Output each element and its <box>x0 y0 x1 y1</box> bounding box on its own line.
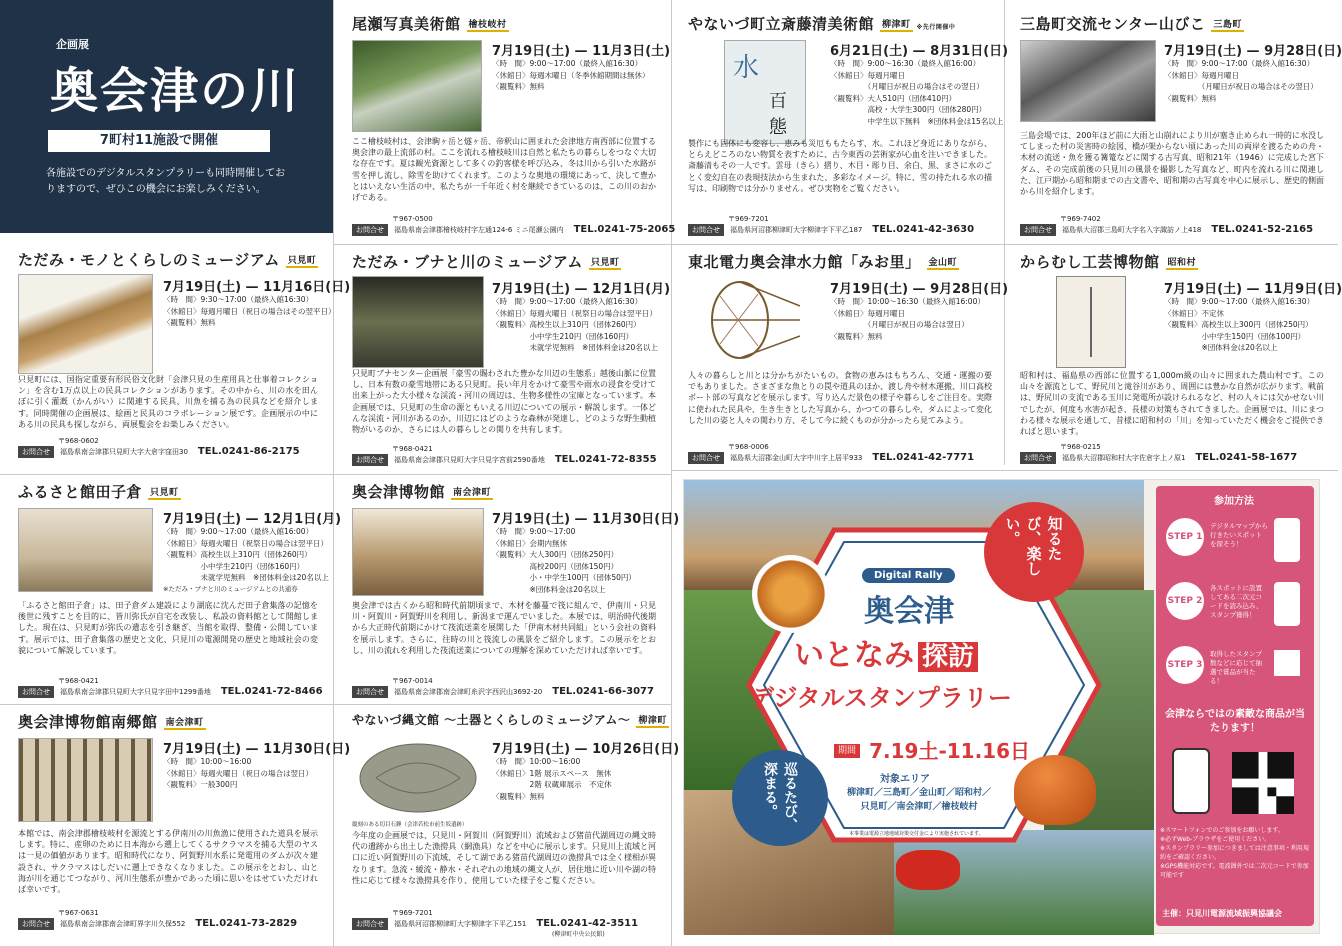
venue-card <box>342 8 676 242</box>
venue-card <box>342 706 680 938</box>
venue-info-line: 未就学児無料 ※団体料金は20名以上 <box>163 573 329 582</box>
venue-dates: 7月19日(土) — 10月26日(日) <box>492 742 680 757</box>
venue-description: 昭和村は、福島県の西部に位置する1,000m級の山々に囲まれた農山村です。この山々を源流として、野尻川と滝谷川があり、周囲には豊かな自然が広がります。戦前は、野尻川の支流である玉川に発電所が設けられるなど、村の人々には欠かせない川でしたが、何度も水害が起き、長様の対策もされてきました。企画展では、川にまつわる様々な展示を通して、昔様に昭和村の「川」を知っていただく機会をご提供できればと思います。 <box>1020 371 1324 437</box>
venue-dates: 7月19日(土) — 11月9日(日) <box>1164 282 1342 297</box>
venue-info-line: 〈時 間〉10:00〜16:30（最終入館16:00） <box>830 297 985 306</box>
venue-dates: 7月19日(土) — 12月1日(月) <box>163 512 342 527</box>
venue-info-line: 〈休館日〉毎週月曜日（祝日の場合はその翌平日） <box>163 306 336 316</box>
venue-postal: 〒969-7201 <box>728 215 769 223</box>
funding-note: 本事業は電源立地地域対策交付金により実施されています。 <box>849 831 984 837</box>
venue-info-line: 〈観覧料〉一般300円 <box>163 780 238 789</box>
venue-info-line: 中学生以下無料 ※団体料金は15名以上 <box>830 116 1004 126</box>
slogan-text: 巡るたび、深まる。 <box>762 762 798 832</box>
venue-dates: 6月21日(土) — 8月31日(日) <box>830 44 1009 59</box>
venue-photo <box>1020 40 1156 122</box>
how-to-title: 参加方法 <box>1214 496 1254 507</box>
venue-town: 金山町 <box>927 255 960 270</box>
step-badge: STEP 2 <box>1166 582 1204 620</box>
venue-info-line: ※団体料金は20名以上 <box>1164 343 1278 352</box>
venue-card <box>1012 8 1342 242</box>
contact-tag: お問合せ <box>688 452 724 464</box>
venue-address: 福島県河沼郡柳津町大字柳津字下平乙187 <box>730 226 863 234</box>
contact-tag: お問合せ <box>18 686 54 698</box>
contact-tag: お問合せ <box>1020 452 1056 464</box>
venue-card <box>680 8 1009 242</box>
note-line: ※スマートフォンでのご参加をお願いします。 <box>1160 827 1284 834</box>
venue-info-line: 〈観覧料〉無料 <box>163 318 216 327</box>
poster-char: 態 <box>769 117 787 138</box>
venue-info-line: 〈観覧料〉高校生以上300円（団体250円） <box>1164 320 1313 329</box>
venue-photo <box>352 276 484 368</box>
venue-info-line: 〈観覧料〉無料 <box>492 791 545 801</box>
step-text: 取得したスタンプ数などに応じて抽選で賞品が当たる！ <box>1210 650 1262 685</box>
venue-description: 奥会津では古くから昭和時代前期頃まで、木材を藤蔓で筏に組んで、伊南川・只見川・阿賀川・阿賀野川を利用し、新潟まで運んでいました。本展では、明治時代後期から大正時代前期にかけて筏流送業を展開した「伊南木材共同組」という会社の資料を展示します。さらに、往時の川と筏流しの風景をご紹介します。この展示をとおし、川の流れを利用した筏流送業についての理解を深めていただければ幸いです。 <box>352 601 656 655</box>
venue-photo <box>1056 276 1126 368</box>
stamp-rally-panel <box>683 479 1320 934</box>
venue-dates: 7月19日(土) — 11月16日(日) <box>163 280 351 295</box>
venue-address: 福島県南会津郡只見町大字大倉字窪田30 <box>60 448 188 456</box>
venue-card <box>8 476 342 702</box>
organizer: 主催：只見川電源流域振興協議会 <box>1162 909 1282 918</box>
venue-info-line: 〈休館日〉毎週火曜日（祝祭日の場合は翌平日） <box>492 308 657 318</box>
contact-tag: お問合せ <box>18 446 54 458</box>
slogan-text: 知るたび、楽しい。 <box>1003 516 1064 576</box>
venue-postal: 〒967-0500 <box>392 215 433 223</box>
venue-info-line: 〈休館日〉毎週月曜日 <box>830 70 905 80</box>
venue-photo <box>352 40 482 132</box>
venue-tel: TEL.0241-86-2175 <box>197 446 300 457</box>
venue-title: ただみ・モノとくらしのミュージアム <box>18 251 280 269</box>
venue-photo <box>18 274 153 374</box>
venue-info-line: 〈観覧料〉高校生以上310円（団体260円） <box>163 550 312 559</box>
venue-info-line: ※団体料金は20名以上 <box>492 584 606 594</box>
venue-description: 「ふるさと館田子倉」は、田子倉ダム建設により湖底に沈んだ田子倉集落の記憶を後世に残すことを目的に、皆川弥氏が自宅を改装し、私設の資料館として開館しました。現在は、只見町が弥氏の遺志を引き継ぎ、当館を取得、整備・公開しています。展示では、田子倉集落の歴史と文化、只見川の電源開発の歴史と地域社会の変貌について解説しています。 <box>18 601 318 655</box>
period-tag: 期間 <box>834 744 860 758</box>
venue-info-line: 〈休館日〉毎週木曜日（冬季休館期間は無休） <box>492 70 650 80</box>
venue-tel-note: (柳津町中央公民館) <box>552 931 605 938</box>
venue-title: やないづ町立斎藤清美術館 <box>688 15 875 33</box>
venue-info-line: ※ただみ・ブナと川のミュージアムとの共通券 <box>163 584 298 593</box>
venue-tel: TEL.0241-58-1677 <box>1195 452 1298 463</box>
venue-tel: TEL.0241-42-3511 <box>536 918 639 929</box>
venue-info-line: 〈観覧料〉無料 <box>492 82 545 91</box>
venue-info-line: 〈時 間〉9:00〜16:30（最終入館16:00） <box>830 59 981 68</box>
venue-title: からむし工芸博物館 <box>1020 253 1160 271</box>
venue-address: 福島県南会津郡南会津町糸沢字西沢山3692-20 <box>394 688 543 696</box>
venue-info-line: 〈時 間〉9:00〜17:00（最終入館16:30） <box>492 59 643 68</box>
rally-title-line3: デジタルスタンプラリー <box>750 684 1012 712</box>
venue-info-line: （月曜日が祝日の場合はその翌日） <box>1164 82 1318 91</box>
step-badge: STEP 1 <box>1166 518 1204 556</box>
venue-title: 奥会津博物館南郷館 <box>18 713 158 731</box>
venue-postal: 〒968-0602 <box>58 437 99 445</box>
rally-period: 7.19土-11.16日 <box>869 739 1031 763</box>
venue-town: 三島町 <box>1211 17 1244 32</box>
venue-photo <box>18 508 153 592</box>
venue-tel: TEL.0241-42-3630 <box>872 224 975 235</box>
venue-tel: TEL.0241-52-2165 <box>1211 224 1314 235</box>
akabeko-photo <box>896 850 960 890</box>
venue-title: 東北電力奥会津水力館「みお里」 <box>688 253 921 271</box>
venue-town: 柳津町 <box>880 17 913 32</box>
slogan-circle <box>732 750 828 846</box>
rally-title-line1: 奥会津 <box>864 594 954 629</box>
venue-dates: 7月19日(土) — 9月28日(日) <box>1164 44 1342 59</box>
venue-photo <box>18 738 153 822</box>
venue-info-line: 小中学生210円（団体160円） <box>492 331 634 341</box>
photo-caption: 縦刻のある切目石錘（会津若松市前生坂遺跡） <box>352 822 468 828</box>
rally-badge: Digital Rally <box>862 568 955 583</box>
venue-info-line: 〈観覧料〉大人510円（団体410円） <box>830 93 957 103</box>
contact-tag: お問合せ <box>1020 224 1056 236</box>
venue-postal: 〒968-0421 <box>58 677 99 685</box>
venue-info-line: 2階 収蔵庫展示 不定休 <box>492 780 612 789</box>
venue-title: ふるさと館田子倉 <box>18 483 143 501</box>
venue-title: ただみ・ブナと川のミュージアム <box>352 253 583 271</box>
venue-photo <box>352 508 484 596</box>
venue-info-line: 〈休館日〉毎週月曜日 <box>830 308 905 318</box>
venue-dates: 7月19日(土) — 11月30日(日) <box>492 512 680 527</box>
venue-info-line: 未就学児無料 ※団体料金は20名以上 <box>492 343 658 352</box>
venue-address: 福島県大沼郡昭和村大字佐倉字上ノ原1 <box>1062 454 1186 462</box>
venue-info-line: 高校200円（団体150円） <box>492 561 619 571</box>
venue-address: 福島県南会津郡只見町大字只見字宮前2590番地 <box>394 456 545 464</box>
gift-icon <box>1274 650 1300 676</box>
area-list: 柳津町／三島町／金山町／昭和村／ <box>846 788 991 798</box>
venue-info-line: 〈時 間〉9:00〜17:00（最終入館16:00） <box>163 527 314 536</box>
venue-address: 福島県大沼郡三島町大字名入字諏訪ノ上418 <box>1062 226 1202 234</box>
venue-info-line: 〈観覧料〉大人300円（団体250円） <box>492 550 619 559</box>
qr-code-icon[interactable] <box>1232 752 1294 814</box>
venue-info-line: 〈休館日〉毎週火曜日（祝日の場合は翌日） <box>163 768 313 778</box>
venue-card <box>342 476 680 702</box>
hero-intro: 各施設でのデジタルスタンプラリーも同時開催しておりますので、ぜひこの機会にお楽しみください。 <box>46 168 286 195</box>
venue-postal: 〒968-0215 <box>1060 443 1101 451</box>
step-text: 各スポットに設置してある二次元コードを読み込み、スタンプ獲得！ <box>1210 584 1263 619</box>
venue-town: 只見町 <box>148 485 181 500</box>
bell-photo <box>1014 755 1096 825</box>
venue-info-line: 〈観覧料〉高校生以上310円（団体260円） <box>492 320 641 329</box>
step-card <box>1162 576 1308 634</box>
venue-postal: 〒968-0421 <box>392 445 433 453</box>
venue-card <box>342 246 671 472</box>
venue-info-line: 〈時 間〉10:00〜16:00 <box>492 757 581 766</box>
venue-town: 南会津町 <box>451 485 493 500</box>
venue-title: 三島町交流センター山びこ <box>1020 15 1206 33</box>
venue-info-line: （月曜日が祝日の場合は翌日） <box>830 320 969 329</box>
venue-town: 檜枝岐村 <box>467 17 509 32</box>
prize-text: 会津ならではの素敵な商品が当たります！ <box>1165 709 1305 734</box>
venue-info-line: 小中学生150円（団体100円） <box>1164 331 1306 341</box>
venue-info-line: 〈時 間〉9:00〜17:00（最終入館16:30） <box>1164 59 1315 68</box>
contact-tag: お問合せ <box>352 224 388 236</box>
venue-description: 製作にも固体にも変容し、恵みも災厄ももたらす、水。これほど身近にありながら、とらえどころのない物質を表すために、古今東西の芸術家が心血を注いできました。斎藤清もその一人です。雲母（きら）摺り、木目・彫り目、余白、黒、まさに水のごとく変幻自在の表現技法から生まれた、多彩なイメージ。特に、雪の持たれる水の描写は、印刷物では分かりません。ぜひ実物をご覧ください。 <box>688 139 992 193</box>
venue-card <box>1012 246 1342 468</box>
venue-description: 本館では、南会津郡檜枝岐村を源流とする伊南川の川魚漁に使用された道具を展示します。特に、産卵のために日本海から遡上してくるサクラマスを捕る大型のヤスは一見の価値があります。昭和時代になり、阿賀野川水系に発電用のダムが次々建設され、サクラマスはしだいに遡上できなくなりました。この展示をとおし、山と海が川を通じてつながり、河川生態系が豊かであった頃に思いをはせていただければ幸いです。 <box>18 829 318 895</box>
venue-dates: 7月19日(土) — 12月1日(月) <box>492 282 671 297</box>
venue-description: 只見町には、国指定重要有形民俗文化財「会津只見の生産用具と仕事着コレクション」を含む1万点以上の民具コレクションがあります。その中から、川の水を田んぼに引く灌漑（かんがい）に関連する民具、川魚を捕る為の民具などを紹介します。同時開催の企画展は、絵画と民具のコラボレーション展です。企画展示の中にある川の民具も探しながら、両展覧会をお楽しみください。 <box>18 375 318 429</box>
venue-address: 福島県南会津郡南会津町界字川久保552 <box>60 920 186 928</box>
note-line: ※必ずWeb-ブラウザをご使用ください。 <box>1160 836 1271 843</box>
venue-info-line: 〈休館日〉毎週月曜日 <box>1164 70 1239 80</box>
venue-description: 只見町ブナセンター企画展「豪雪の賜わされた豊かな川辺の生態系」越後山脈に位置し、日本有数の豪雪地帯にある只見町。長い年月をかけて豪雪や雨水の浸食を受けて出来上がった大小様々な渓流・河川の周辺は、生物多様性の宝庫となっています。本企画展では、只見町の生命の源ともいえる川辺についての展示・解説します。一体どんな渓流・河川があるのか、川辺にはどのような森林が発達し、どのような野生動植物がいるのか、さらには人の暮らしとの関りを共有します。 <box>352 369 656 435</box>
venue-info-line: （月曜日が祝日の場合はその翌日） <box>830 82 984 91</box>
venue-description: 三島会場では、200年ほど前に大雨と山崩れにより川が塞き止められ一時的に水没してしまった村の災害時の絵図、橋が架からない頃にあった川の両岸を渡るための舟・木材の流送・魚を獲る篝篭などに関する古写真、昭和21年（1946）に完成した宮下ダム、その完成前後の只見川の風景を撮影した写真など、町内を流れる川に関連した、江戸期から昭和期までの古文書や、昭和期の古写真を中心に展示し、歴史的側面から川を紹介します。 <box>1020 131 1324 197</box>
poster-char: 水 <box>733 53 760 83</box>
venue-address: 福島県南会津郡檜枝岐村字左通124-6 ミニ尾瀬公園内 <box>394 226 564 234</box>
contact-tag: お問合せ <box>352 454 388 466</box>
contact-tag: お問合せ <box>352 918 388 930</box>
venue-description: 今年度の企画展では、只見川・阿賀川（阿賀野川）流域および猪苗代湖周辺の縄文時代の遺跡から出土した漁撈具（網漁具）などを中心に展示します。只見川上流域と河口に近い阿賀野川の下流域、そして湖である猪苗代湖周辺の漁撈具では全く様相が異なります。急流・緩流・静水・それぞれの地域の縄文人が、居住地に近い川や湖の特性に応じて様々な漁撈具を作り、使用していた様子をご覧ください。 <box>352 831 656 885</box>
area-list: 只見町／南会津町／檜枝岐村 <box>860 802 978 812</box>
poster-char: 百 <box>769 91 787 112</box>
note-line: ※スタンプラリー参加につきましては注意事項・利用規約をご確認ください。 <box>1160 845 1309 861</box>
venue-info-line: 〈休館日〉毎週火曜日（祝祭日の場合は翌平日） <box>163 538 328 548</box>
hero-title: 奥会津の川 <box>50 63 301 119</box>
venue-town: 南会津町 <box>164 715 206 730</box>
venue-info-line: 〈休館日〉1階 展示スペース 無休 <box>492 768 612 778</box>
venue-info-line: 〈観覧料〉無料 <box>1164 93 1217 103</box>
rally-title-highlight: 探訪 <box>918 642 978 672</box>
venue-title: 尾瀬写真美術館 <box>352 15 461 33</box>
venue-tel: TEL.0241-72-8466 <box>220 686 323 697</box>
venue-info-line: 〈休館日〉会期内無休 <box>492 538 567 548</box>
rally-title-line2: いとなみ <box>794 638 914 673</box>
venue-photo <box>356 738 480 818</box>
venue-info-line: 〈観覧料〉無料 <box>830 331 883 341</box>
step-badge: STEP 3 <box>1166 646 1204 684</box>
venue-tel: TEL.0241-73-2829 <box>195 918 298 929</box>
phone-icon <box>1274 518 1300 562</box>
venue-info-line: 〈休館日〉不定休 <box>1164 308 1224 318</box>
venue-postal: 〒968-0006 <box>728 443 769 451</box>
slogan-circle <box>984 502 1084 602</box>
contact-tag: お問合せ <box>352 686 388 698</box>
venue-address: 福島県大沼郡金山町大字中川字上居平933 <box>730 454 863 462</box>
step-text: デジタルマップから行きたいスポットを探そう！ <box>1210 522 1268 548</box>
step-card <box>1162 640 1308 698</box>
venue-postal: 〒967-0014 <box>392 677 433 685</box>
venue-address: 福島県河沼郡柳津町大字柳津字下平乙151 <box>394 920 527 928</box>
venue-note: ※先行開催中 <box>916 24 956 31</box>
venue-tel: TEL.0241-42-7771 <box>872 452 975 463</box>
ramen-photo <box>752 555 830 633</box>
venue-dates: 7月19日(土) — 11月3日(土) <box>492 44 671 59</box>
venue-info-line: 〈時 間〉9:00〜17:00（最終入館16:30） <box>1164 297 1315 306</box>
hero-panel <box>0 0 333 233</box>
area-title: 対象エリア <box>880 774 930 785</box>
venue-address: 福島県南会津郡只見町大字只見字田中1299番地 <box>60 688 211 696</box>
contact-tag: お問合せ <box>18 918 54 930</box>
venue-description: 人々の暮らしと川とは分かちがたいもの。食物の恵みはもちろん、交通・運搬の要でもありました。さまざまな魚とりの罠や道具のほか、渡し舟や材木運搬、川口高校ボート部の写真などを展示します。写り込んだ景色の様子や暮らしをご注目を。実際に使われた民具や、生き生きとした写真から、かつての暮らしや、ダムによって変化した川の姿と人々の関わり方、そして今に続くものが分かったら見てみよう。 <box>688 371 992 425</box>
venue-info-line: 〈時 間〉9:00〜17:00（最終入館16:30） <box>492 297 643 306</box>
note-line: ※GPS機能対応です。電波圏外では二次元コードで参加可能です <box>1160 863 1309 879</box>
venue-dates: 7月19日(土) — 9月28日(日) <box>830 282 1009 297</box>
venue-info-line: 〈時 間〉9:00〜17:00 <box>492 527 576 536</box>
step-card <box>1162 512 1308 570</box>
venue-postal: 〒969-7201 <box>392 909 433 917</box>
venue-tel: TEL.0241-72-8355 <box>554 454 657 465</box>
venue-town: 只見町 <box>589 255 622 270</box>
venue-card <box>680 246 1009 468</box>
venue-info-line: 小中学生210円（団体160円） <box>163 561 305 571</box>
venue-postal: 〒967-0631 <box>58 909 99 917</box>
contact-tag: お問合せ <box>688 224 724 236</box>
venue-photo <box>700 276 810 368</box>
venue-info-line: 〈時 間〉9:30〜17:00（最終入館16:30） <box>163 295 314 304</box>
venue-town: 昭和村 <box>1166 255 1199 270</box>
venue-title: 奥会津博物館 <box>352 483 446 501</box>
venue-town: 柳津町 <box>636 713 669 728</box>
venue-dates: 7月19日(土) — 11月30日(日) <box>163 742 351 757</box>
venue-tel: TEL.0241-75-2065 <box>573 224 676 235</box>
smartphone-icon <box>1172 748 1210 814</box>
venue-title: やないづ縄文館 ～土器とくらしのミュージアム～ <box>352 713 631 727</box>
exhibit-poster <box>724 40 806 144</box>
hero-kicker: 企画展 <box>56 38 89 51</box>
venue-card <box>8 706 351 938</box>
venue-info-line: 小・中学生100円（団体50円） <box>492 573 636 582</box>
venue-tel: TEL.0241-66-3077 <box>552 686 654 697</box>
venue-info-line: 〈時 間〉10:00〜16:00 <box>163 757 252 766</box>
venue-card <box>8 244 351 472</box>
phone-icon <box>1274 582 1300 626</box>
venue-postal: 〒969-7402 <box>1060 215 1101 223</box>
hero-banner: 7町村11施設で開催 <box>48 130 270 152</box>
venue-description: ここ檜枝岐村は、会津駒ヶ岳と燧ヶ岳、帝釈山に囲まれた会津地方南西部に位置する奥会津の最上流部の村。ここを流れる檜枝岐川は自然と私たちの暮らしをつなぐ大切な存在です。夏は観光資源として多くの釣客様を呼び込み、冬は川から引いた水路が雪を押し流し、除雪を助けてくれます。このような奥地の環境にあって、決して豊かとはいえない生活の中、私たちが一千年近く村を継続できているのは、この川のおかげである。 <box>352 137 656 203</box>
venue-town: 只見町 <box>286 253 319 268</box>
venue-info-line: 高校・大学生300円（団体280円） <box>830 105 987 114</box>
